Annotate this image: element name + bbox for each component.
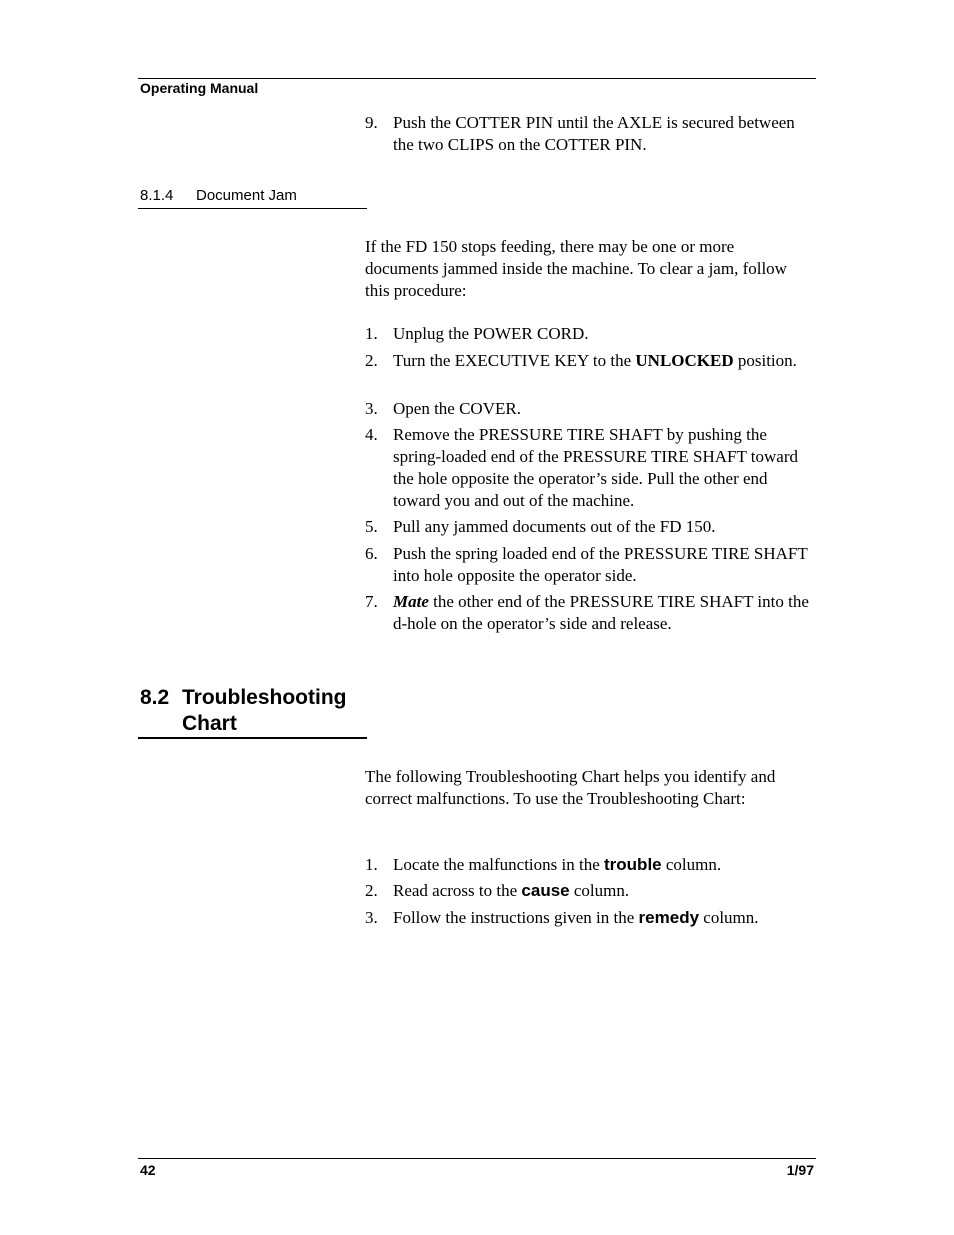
step-text-post: the other end of the PRESSURE TIRE SHAFT into the d-hole on the operator’s side and release.: [393, 592, 809, 633]
list-item-jam-step-7: [365, 591, 810, 635]
section-heading: [140, 685, 372, 737]
step-number: 5.: [365, 517, 378, 536]
jam-intro-paragraph: If the FD 150 stops feeding, there may be one or more documents jammed inside the machine. To clear a jam, follow this procedure:: [365, 237, 787, 300]
step-number: 1.: [365, 855, 378, 874]
step-text-post: position.: [733, 351, 797, 370]
section-title-line1: Troubleshooting: [182, 686, 347, 709]
list-item-jam-step-2: [365, 350, 810, 372]
revision-date: 1/97: [786, 1162, 814, 1178]
step-text: [393, 591, 810, 635]
step-number: 1.: [365, 324, 378, 343]
step-text: Push the spring loaded end of the PRESSURE TIRE SHAFT into hole opposite the operator side.: [393, 544, 808, 585]
step-text-pre: Read across to the: [393, 881, 522, 900]
subsection-title: Document Jam: [196, 187, 297, 204]
section-number: 8.2: [140, 686, 170, 709]
step-text-post: column.: [661, 855, 722, 874]
step-text: [393, 854, 810, 876]
section-rule: [138, 737, 367, 739]
subsection-rule: [138, 208, 367, 209]
step-number: 2.: [365, 351, 378, 370]
step-number: 7.: [365, 592, 378, 611]
subsection-heading: [140, 187, 297, 204]
step-text-pre: Locate the malfunctions in the: [393, 855, 605, 874]
list-item-ts-step-2: [365, 880, 810, 902]
section-title: [182, 685, 372, 737]
section-title-line2: Chart: [182, 712, 237, 735]
step-number: 6.: [365, 544, 378, 563]
subsection-number: 8.1.4: [140, 187, 174, 204]
step-text: [393, 350, 810, 372]
step-text: [393, 880, 810, 902]
list-item-jam-step-5: [365, 516, 810, 538]
step-number: 4.: [365, 425, 378, 444]
header-rule: [138, 78, 816, 79]
step-text: Push the COTTER PIN until the AXLE is secured between the two CLIPS on the COTTER PIN.: [393, 113, 795, 154]
step-number: 3.: [365, 399, 378, 418]
list-item-jam-step-1: [365, 323, 810, 345]
keyword-cause: cause: [521, 881, 570, 900]
list-item-jam-step-6: [365, 543, 810, 587]
step-number: 2.: [365, 881, 378, 900]
keyword-remedy: remedy: [638, 908, 700, 927]
step-number: 9.: [365, 113, 378, 132]
list-item-ts-step-1: [365, 854, 810, 876]
step-text: [393, 907, 810, 929]
step-text-post: column.: [569, 881, 630, 900]
running-header-title: Operating Manual: [140, 80, 259, 96]
step-text-post: column.: [699, 908, 759, 927]
list-item-jam-step-3: [365, 398, 810, 420]
step-number: 3.: [365, 908, 378, 927]
step-text: Unplug the POWER CORD.: [393, 324, 589, 343]
footer-rule: [138, 1158, 816, 1159]
keyword-trouble: trouble: [604, 855, 662, 874]
ts-intro-paragraph: The following Troubleshooting Chart helps you identify and correct malfunctions. To use the Troubleshooting Chart:: [365, 767, 776, 808]
step-text: Open the COVER.: [393, 399, 521, 418]
step-text-pre: Follow the instructions given in the: [393, 908, 639, 927]
step-text: Remove the PRESSURE TIRE SHAFT by pushing the spring-loaded end of the PRESSURE TIRE SHAFT toward the hole opposite the operator’s side. Pull the other end toward you and out of the machine.: [393, 425, 798, 510]
unlocked-emphasis: UNLOCKED: [635, 351, 734, 370]
mate-emphasis: Mate: [393, 592, 429, 611]
list-item-jam-step-4: [365, 424, 810, 512]
step-text-pre: Turn the EXECUTIVE KEY to the: [393, 351, 636, 370]
list-item-step-9: [365, 112, 810, 156]
step-text: Pull any jammed documents out of the FD 150.: [393, 517, 716, 536]
page-number: 42: [140, 1162, 156, 1178]
list-item-ts-step-3: [365, 907, 810, 929]
